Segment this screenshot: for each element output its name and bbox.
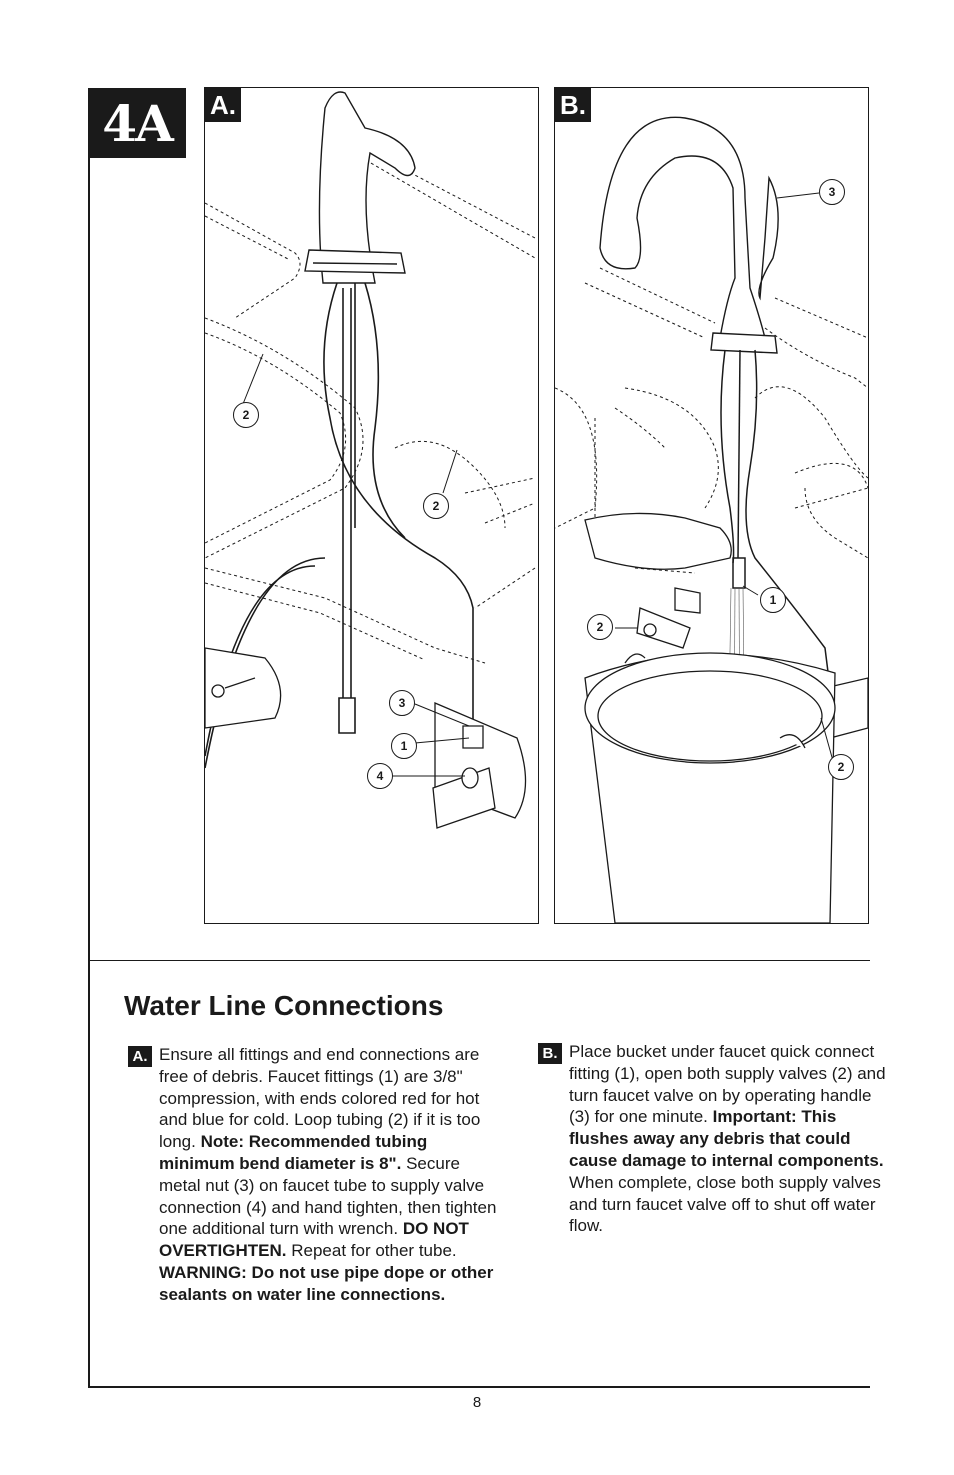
panel-a-callout-1: 1	[391, 733, 417, 759]
instruction-b-text: Place bucket under faucet quick connect fitting (1), open both supply valves (2) and turn faucet valve on by operating handle (3) for one minute. Important: This flushes away any debris that could cause damage to internal components. When complete, close both supply valves and turn faucet valve off to shut off water flow.	[569, 1042, 886, 1236]
panel-b-callout-2-right: 2	[828, 754, 854, 780]
frame-left-rule	[88, 88, 90, 1388]
frame-bottom-rule	[88, 1386, 870, 1388]
illustration-panel-a	[204, 87, 539, 924]
panel-a-callout-4: 4	[367, 763, 393, 789]
page-number: 8	[472, 1394, 482, 1411]
instruction-a-tag: A.	[128, 1046, 152, 1067]
panel-a-callout-3: 3	[389, 690, 415, 716]
panel-a-callout-2-upper: 2	[233, 402, 259, 428]
panel-b-callout-2-left: 2	[587, 614, 613, 640]
instruction-b-tag: B.	[538, 1043, 562, 1064]
section-title: Water Line Connections	[124, 990, 444, 1021]
faucet-connection-illustration	[205, 88, 538, 923]
panel-b-callout-3: 3	[819, 179, 845, 205]
panel-b-tag: B.	[555, 88, 591, 122]
instruction-b	[538, 1041, 888, 1237]
section-divider	[88, 960, 870, 961]
illustration-panel-b	[554, 87, 869, 924]
instruction-a-text: Ensure all fittings and end connections are free of debris. Faucet fittings (1) are 3/8" compression, with ends colored red for hot and blue for cold. Loop tubing (2) if it is too long. Note: Recommended tubing minimum bend diameter is 8". Secure metal nut (3) on faucet tube to supply valve connection (4) and hand tighten, then tighten one additional turn with wrench. DO NOT OVERTIGHTEN. Repeat for other tube. WARNING: Do not use pipe dope or other sealants on water line connections.	[159, 1045, 497, 1304]
panel-a-tag: A.	[205, 88, 241, 122]
panel-a-callout-2-lower: 2	[423, 493, 449, 519]
panel-b-callout-1: 1	[760, 587, 786, 613]
faucet-flush-illustration	[555, 88, 868, 923]
step-badge: 4A	[88, 88, 186, 158]
instruction-a	[128, 1044, 498, 1306]
